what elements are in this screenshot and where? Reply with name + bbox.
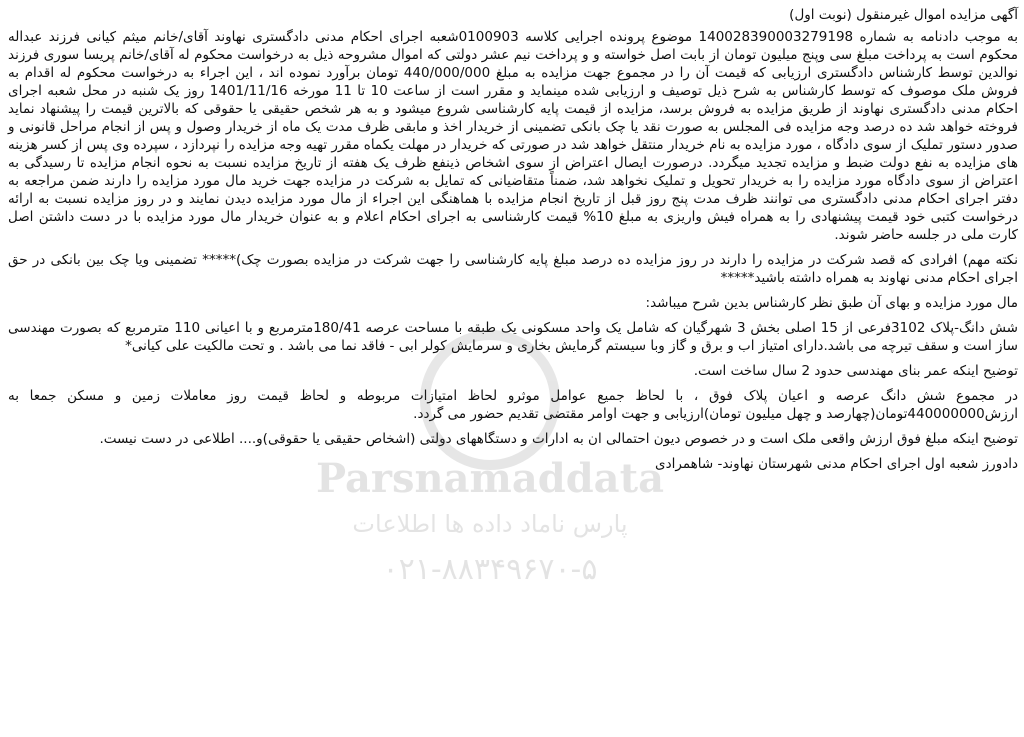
watermark-brand: Parsnamaddata — [315, 455, 664, 502]
watermark-subtitle: پارس ناماد داده ها اطلاعات — [352, 510, 628, 538]
paragraph-property-intro: مال مورد مزایده و بهای آن طبق نظر کارشناس بدین شرح میباشد: — [645, 295, 1018, 311]
paragraph-debts-note: توضیح اینکه مبلغ فوق ارزش واقعی ملک است و در خصوص دیون احتمالی ان به ادارات و دستگاههای دولتی (اشخاص حقیقی یا حقوقی)و.... اطلاعی در دست نیست. — [99, 431, 1018, 447]
watermark-phone: ۰۲۱-۸۸۳۴۹۶۷۰-۵ — [382, 552, 598, 587]
paragraph-main-terms: به موجب دادنامه به شماره 140028390003279198 موضوع پرونده اجرایی کلاسه 0100903شعبه اجرای احکام مدنی دادگستری نهاوند آقای/خانم میثم کیانی فرزند عبداله محکوم است به پرداخت مبلغ سی وپنج میلیون تومان از بابت اصل خواسته و و پرداخت نیم عشر دولتی که اموال مشروحه ذیل به درخواست محکوم له آقای/خانم پریسا سوری فرزند نوالدین توسط کارشناس دادگستری ارزیابی که قیمت آن را در مجموع جهت مزایده به مبلغ 440/000/000 تومان برآورد نموده اند ، این اجراء به درخواست محکوم له اقدام به فروش ملک موصوف که توسط کارشناس به شرح ذیل توصیف و ارزیابی شده مینماید و مقرر است از ساعت 10 تا 11 مورخه 1401/11/16 روز یک شنبه در محل شعبه اجرای احکام مدنی دادگستری نهاوند از طریق مزایده به فروش برسد، مزایده از قیمت پایه کارشناسی شروع میشود و به هر شخص حقیقی یا حقوقی که بالاترین قیمت را پیشنهاد نماید فروخته خواهد شد ده درصد وجه مزایده فی المجلس به صورت نقد یا چک بانکی تضمینی از خریدار اخذ و مابقی ظرف مدت یک ماه از خریدار وصول و پس از انجام مراحل قانونی و صدور دستور تملیک از سوی دادگاه ، مورد مزایده به نام خریدار منتقل خواهد شد در صورتی که خریدار در مهلت یکماه مقرر تهیه وجه مزایده را نپردازد ، سپرده وی پس از کسر هزینه های مزایده به نفع دولت ضبط و مزایده تجدید میگردد. درصورت ایصال اعتراض از سوی اشخاص ذینفع ظرف یک هفته از تاریخ مزایده نسبت به نحوه انجام مزایده تا رسیدگی به اعتراض از سوی دادگاه مورد مزایده را به خریدار تحویل و تملیک نخواهد شد، ضمناً متقاضیانی که تمایل به شرکت در مزایده جهت خرید مال مورد مزایده را دارند ضمن مراجعه به دفتر اجرای احکام مدنی دادگستری می توانند ظرف مدت پنج روز قبل از تاریخ انجام مزایده با هماهنگی این اجراء از مال مورد مزایده دیدن نمایند و در روز مزایده نسبت به ارائه درخواست کتبی خود قیمت پیشنهادی را به همراه فیش واریزی به مبلغ 10% قیمت کارشناسی به اجرای احکام اعلام و به عنوان خریدار مال مورد مزایده با در دست داشتن اصل کارت ملی در جلسه حاضر شوند. — [8, 29, 1019, 243]
signature-line: دادورز شعبه اول اجرای احکام مدنی شهرستان نهاوند- شاهمرادی — [655, 456, 1018, 472]
paragraph-important-note: نکته مهم) افرادی که قصد شرکت در مزایده را دارند در روز مزایده ده درصد مبلغ پایه کارشناسی را جهت شرکت در مزایده بصورت چک)***** تضمینی ویا چک بین بانکی در حق اجرای احکام مدنی نهاوند به همراه داشته باشید***** — [8, 252, 1018, 286]
paragraph-property-description: شش دانگ-پلاک 3102فرعی از 15 اصلی بخش 3 شهرگیان که شامل یک واحد مسکونی یک طبقه با مساحت عرصه 180/41مترمربع و با اعیانی 110 مترمربع که بصورت مهندسی ساز است و سقف تیرچه می باشد.دارای امتیاز اب و برق و گاز وبا سیستم گرمایش بخاری و سرمایش کولر ابی - فاقد نما می باشد . و تحت مالکیت علی کیانی* — [8, 320, 1018, 354]
notice-title: آگهی مزایده اموال غیرمنقول (نوبت اول) — [789, 7, 1018, 23]
paragraph-building-age: توضیح اینکه عمر بنای مهندسی حدود 2 سال ساخت است. — [693, 363, 1018, 379]
paragraph-valuation: در مجموع شش دانگ عرصه و اعیان پلاک فوق ، با لحاظ جمیع عوامل موثرو لحاظ امتیازات مربوطه و لحاظ قیمت روز معاملات زمین و مسکن جمعا به ارزش440000000تومان(چهارصد و چهل میلیون تومان)ارزیابی و جهت اوامر مقتضی تقدیم حضور می گردد. — [8, 388, 1018, 422]
